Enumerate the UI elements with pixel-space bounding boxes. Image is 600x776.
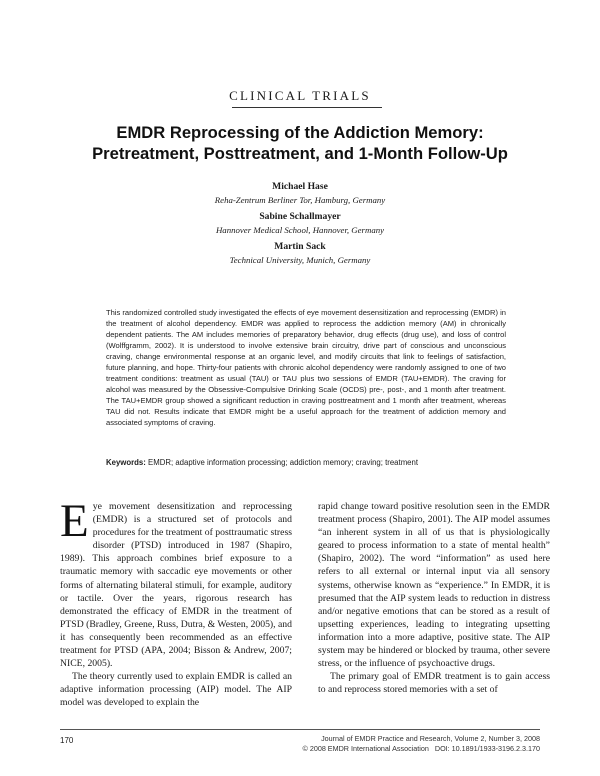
body-paragraph: The primary goal of EMDR treatment is to gain access to and reprocess stored memories with a set of <box>318 671 550 696</box>
copyright-line <box>260 744 540 754</box>
body-paragraph: The theory currently used to explain EMDR is called an adaptive information processing (AIP) model. The AIP model was developed to explain the <box>60 671 292 709</box>
body-paragraph: rapid change toward positive resolution seen in the EMDR treatment process (Shapiro, 2001). The AIP model assumes “an inherent system in all of us that is physiologically geared to process information to a state of mental health” (Shapiro, 2002). The word “information” as used here refers to all external or internal input via all sensory systems, otherwise known as “experience.” In EMDR, it is presumed that the AIP system leads to reduction in distress and/or negative emotions that can be stored as a result of upsetting experiences, leading to integrating upsetting information into a more adaptive, positive state. The AIP system may be hindered or blocked by trauma, other severe stress, or the influence of psychoactive drugs. <box>318 501 550 670</box>
journal-citation: Journal of EMDR Practice and Research, Volume 2, Number 3, 2008 <box>321 734 540 743</box>
keywords <box>106 458 506 467</box>
section-label: CLINICAL TRIALS <box>229 88 371 103</box>
page-number: 170 <box>60 736 74 745</box>
doi: DOI: 10.1891/1933-3196.2.3.170 <box>434 743 540 753</box>
body-column-left <box>60 495 292 710</box>
author-affiliation: Reha-Zentrum Berliner Tor, Hamburg, Germany <box>214 195 386 205</box>
keywords-text: EMDR; adaptive information processing; addiction memory; craving; treatment <box>148 458 419 467</box>
body-paragraph <box>60 495 292 670</box>
drop-cap: E <box>60 495 89 547</box>
title-line-1: EMDR Reprocessing of the Addiction Memory: <box>116 123 484 142</box>
journal-info <box>260 734 540 753</box>
body-column-right <box>318 500 550 696</box>
author-name: Michael Hase <box>272 181 328 192</box>
author-affiliation: Hannover Medical School, Hannover, Germany <box>215 225 385 235</box>
author-name: Sabine Schallmayer <box>259 211 341 222</box>
footer-divider <box>60 729 540 730</box>
author-affiliation: Technical University, Munich, Germany <box>229 255 371 265</box>
title-line-2: Pretreatment, Posttreatment, and 1-Month Follow-Up <box>92 144 508 163</box>
author-name: Martin Sack <box>274 241 326 252</box>
article-title <box>60 122 540 164</box>
section-divider <box>232 107 382 108</box>
copyright: © 2008 EMDR International Association <box>302 743 429 753</box>
keywords-label: Keywords: <box>106 458 146 467</box>
abstract: This randomized controlled study investigated the effects of eye movement desensitization and reprocessing (EMDR) in the treatment of alcohol dependency. EMDR was applied to reprocess the addiction memory (AM) in chronically dependent patients. The AM includes memories of preparatory behavior, drug effects (drug use), and loss of control (Wolffgramm, 2002). It is understood to involve extensive brain circuitry, drive part of conscious and unconscious craving, change environmental response at an organic level, and modify circuits that link to feelings of satisfaction, future planning, and hope. Thirty-four patients with chronic alcohol dependency were randomly assigned to one of two treatment conditions: treatment as usual (TAU) or TAU plus two sessions of EMDR (TAU+EMDR). The craving for alcohol was measured by the Obsessive-Compulsive Drinking Scale (OCDS) pre-, post-, and 1 month after treatment. The TAU+EMDR group showed a significant reduction in craving posttreatment and 1 month after treatment, whereas TAU did not. Results indicate that EMDR might be a useful approach for the treatment of addiction memory and associated symptoms of craving. <box>106 308 506 428</box>
paragraph-text: ye movement desensitization and reprocessing (EMDR) is a structured set of protocols and procedures for the treatment of posttraumatic stress disorder (PTSD) introduced in 1987 (Shapiro, 1989). This approach combines brief exposure to a traumatic memory with saccadic eye movements or other forms of alternating bilateral stimuli, for example, auditory or tactile. Over the years, rigorous research has demonstrated the efficacy of EMDR in the treatment of PTSD (Bradley, Greene, Russ, Dutra, & Westen, 2005), and it has consequently been recommended as an effective treatment for PTSD (APA, 2004; Bisson & Andrew, 2007; NICE, 2005). <box>60 501 292 670</box>
